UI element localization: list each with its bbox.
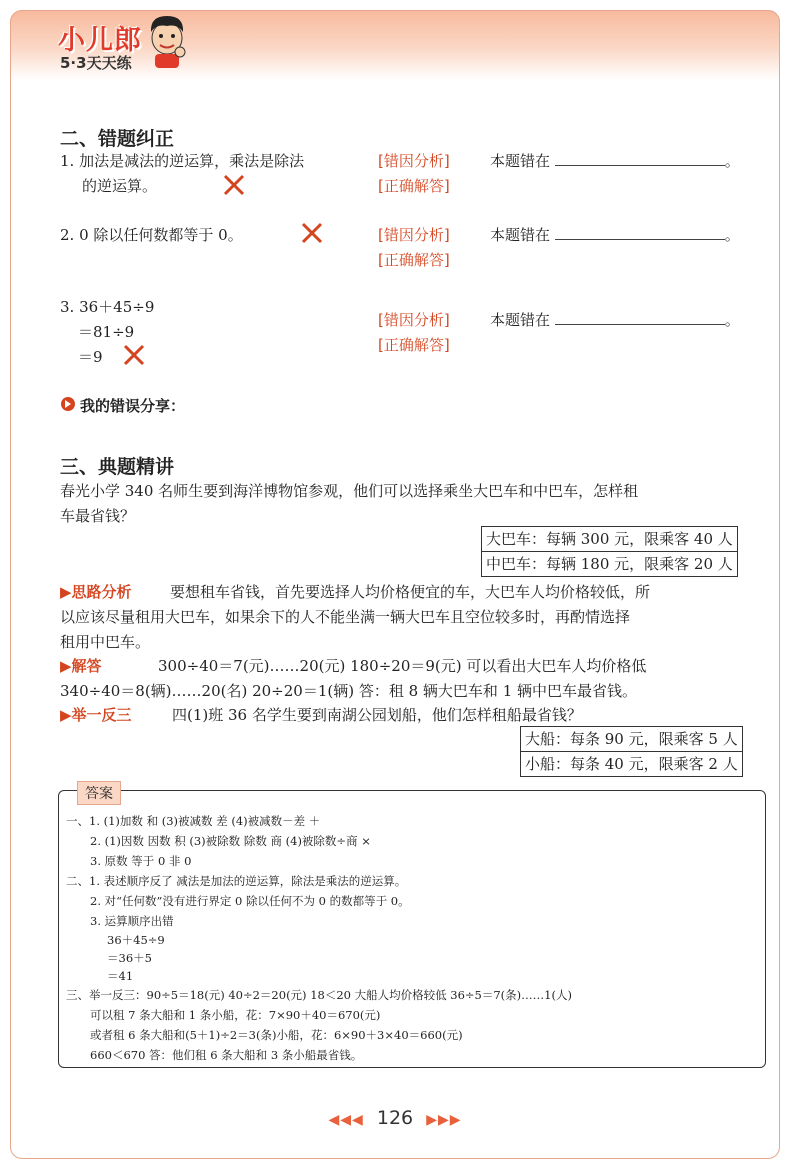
correct-label: [正确解答]: [378, 336, 450, 354]
practice-question: 四(1)班 36 名学生要到南湖公园划船，他们怎样租船最省钱？: [172, 706, 582, 724]
table-row: 小船：每条 40 元，限乘客 2 人: [521, 751, 742, 776]
mascot-icon: [146, 12, 188, 72]
question-1-line-2: 的逆运算。: [82, 177, 158, 195]
share-icon: [60, 396, 76, 412]
prev-arrows-icon: ◀◀◀: [328, 1112, 364, 1128]
wrong-mark-icon: [123, 344, 145, 366]
question-2: 2. 0 除以任何数都等于 0。: [60, 226, 243, 244]
table-row: 大船：每条 90 元，限乘客 5 人: [525, 730, 738, 748]
boat-price-table: [520, 726, 743, 777]
page-number: 126: [376, 1107, 414, 1129]
correct-label: [正确解答]: [378, 251, 450, 269]
blank-line: [490, 150, 740, 171]
answer-line: 三、举一反三：90÷5＝18(元) 40÷2＝20(元) 18＜20 大船人均价格较低 36÷5＝7(条)……1(人): [66, 988, 572, 1002]
page-footer: [0, 1107, 790, 1129]
table-row: 大巴车：每辆 300 元，限乘客 40 人: [486, 530, 733, 548]
blank-suffix: 。: [724, 311, 740, 329]
answer-line: 2. (1)因数 因数 积 (3)被除数 除数 商 (4)被除数÷商 ×: [90, 834, 371, 848]
series-name: 5·3天天练: [60, 54, 132, 72]
cause-label: [错因分析]: [378, 226, 450, 244]
section-title-corrections: 二、错题纠正: [60, 128, 175, 150]
question-3-line-3: ＝9: [78, 348, 103, 366]
answer-line: ＝36＋5: [107, 951, 152, 965]
brand-logo: 小儿郎: [58, 25, 142, 56]
practice-label: ▶举一反三: [60, 706, 132, 724]
answer-line: 一、1. (1)加数 和 (3)被减数 差 (4)被减数－差 ＋: [66, 814, 321, 828]
blank-prefix: 本题错在: [490, 311, 551, 329]
answer-line: 二、1. 表述顺序反了 减法是加法的逆运算，除法是乘法的逆运算。: [66, 874, 407, 888]
answer-line: 3. 运算顺序出错: [90, 914, 174, 928]
analysis-line-1: 要想租车省钱，首先要选择人均价格便宜的车，大巴车人均价格较低，所: [170, 583, 651, 601]
table-row: 中巴车：每辆 180 元，限乘客 20 人: [482, 551, 737, 576]
blank-suffix: 。: [724, 152, 740, 170]
answer-blank[interactable]: [555, 310, 725, 325]
solution-label: ▶解答: [60, 657, 102, 675]
answer-line: 3. 原数 等于 0 非 0: [90, 854, 192, 868]
analysis-line-3: 租用中巴车。: [60, 633, 151, 651]
answer-line: 36＋45÷9: [107, 933, 165, 947]
solution-line-1: 300÷40＝7(元)……20(元) 180÷20＝9(元) 可以看出大巴车人均价格低: [158, 657, 647, 675]
answer-line: 660＜670 答：他们租 6 条大船和 3 条小船最省钱。: [90, 1048, 363, 1062]
wrong-mark-icon: [301, 222, 323, 244]
question-3-line-2: ＝81÷9: [78, 323, 135, 341]
blank-suffix: 。: [724, 226, 740, 244]
answer-blank[interactable]: [555, 151, 725, 166]
answer-line: 或者租 6 条大船和(5＋1)÷2＝3(条)小船，花：6×90＋3×40＝660(元): [90, 1028, 463, 1042]
question-3-line-1: 3. 36＋45÷9: [60, 298, 155, 316]
solution-line-2: 340÷40＝8(辆)……20(名) 20÷20＝1(辆) 答：租 8 辆大巴车和 1 辆中巴车最省钱。: [60, 682, 638, 700]
wrong-mark-icon: [223, 174, 245, 196]
answer-blank[interactable]: [555, 225, 725, 240]
cause-label: [错因分析]: [378, 311, 450, 329]
cause-label: [错因分析]: [378, 152, 450, 170]
question-1-line-1: 1. 加法是减法的逆运算，乘法是除法: [60, 152, 305, 170]
answer-line: ＝41: [107, 969, 134, 983]
answer-tag: 答案: [77, 781, 121, 805]
blank-prefix: 本题错在: [490, 152, 551, 170]
analysis-line-2: 以应该尽量租用大巴车，如果余下的人不能坐满一辆大巴车且空位较多时，再酌情选择: [60, 608, 631, 626]
blank-line: [490, 224, 740, 245]
bus-price-table: [481, 526, 738, 577]
blank-prefix: 本题错在: [490, 226, 551, 244]
answer-line: 2. 对“任何数”没有进行界定 0 除以任何不为 0 的数都等于 0。: [90, 894, 410, 908]
answer-line: 可以租 7 条大船和 1 条小船，花：7×90＋40＝670(元): [90, 1008, 381, 1022]
next-arrows-icon: ▶▶▶: [426, 1112, 462, 1128]
correct-label: [正确解答]: [378, 177, 450, 195]
example-question-line-2: 车最省钱？: [60, 507, 136, 525]
example-question-line-1: 春光小学 340 名师生要到海洋博物馆参观，他们可以选择乘坐大巴车和中巴车，怎样租: [60, 482, 639, 500]
section-title-examples: 三、典题精讲: [60, 456, 175, 478]
error-share-heading: 我的错误分享：: [80, 397, 186, 415]
blank-line: [490, 309, 740, 330]
analysis-label: ▶思路分析: [60, 583, 132, 601]
